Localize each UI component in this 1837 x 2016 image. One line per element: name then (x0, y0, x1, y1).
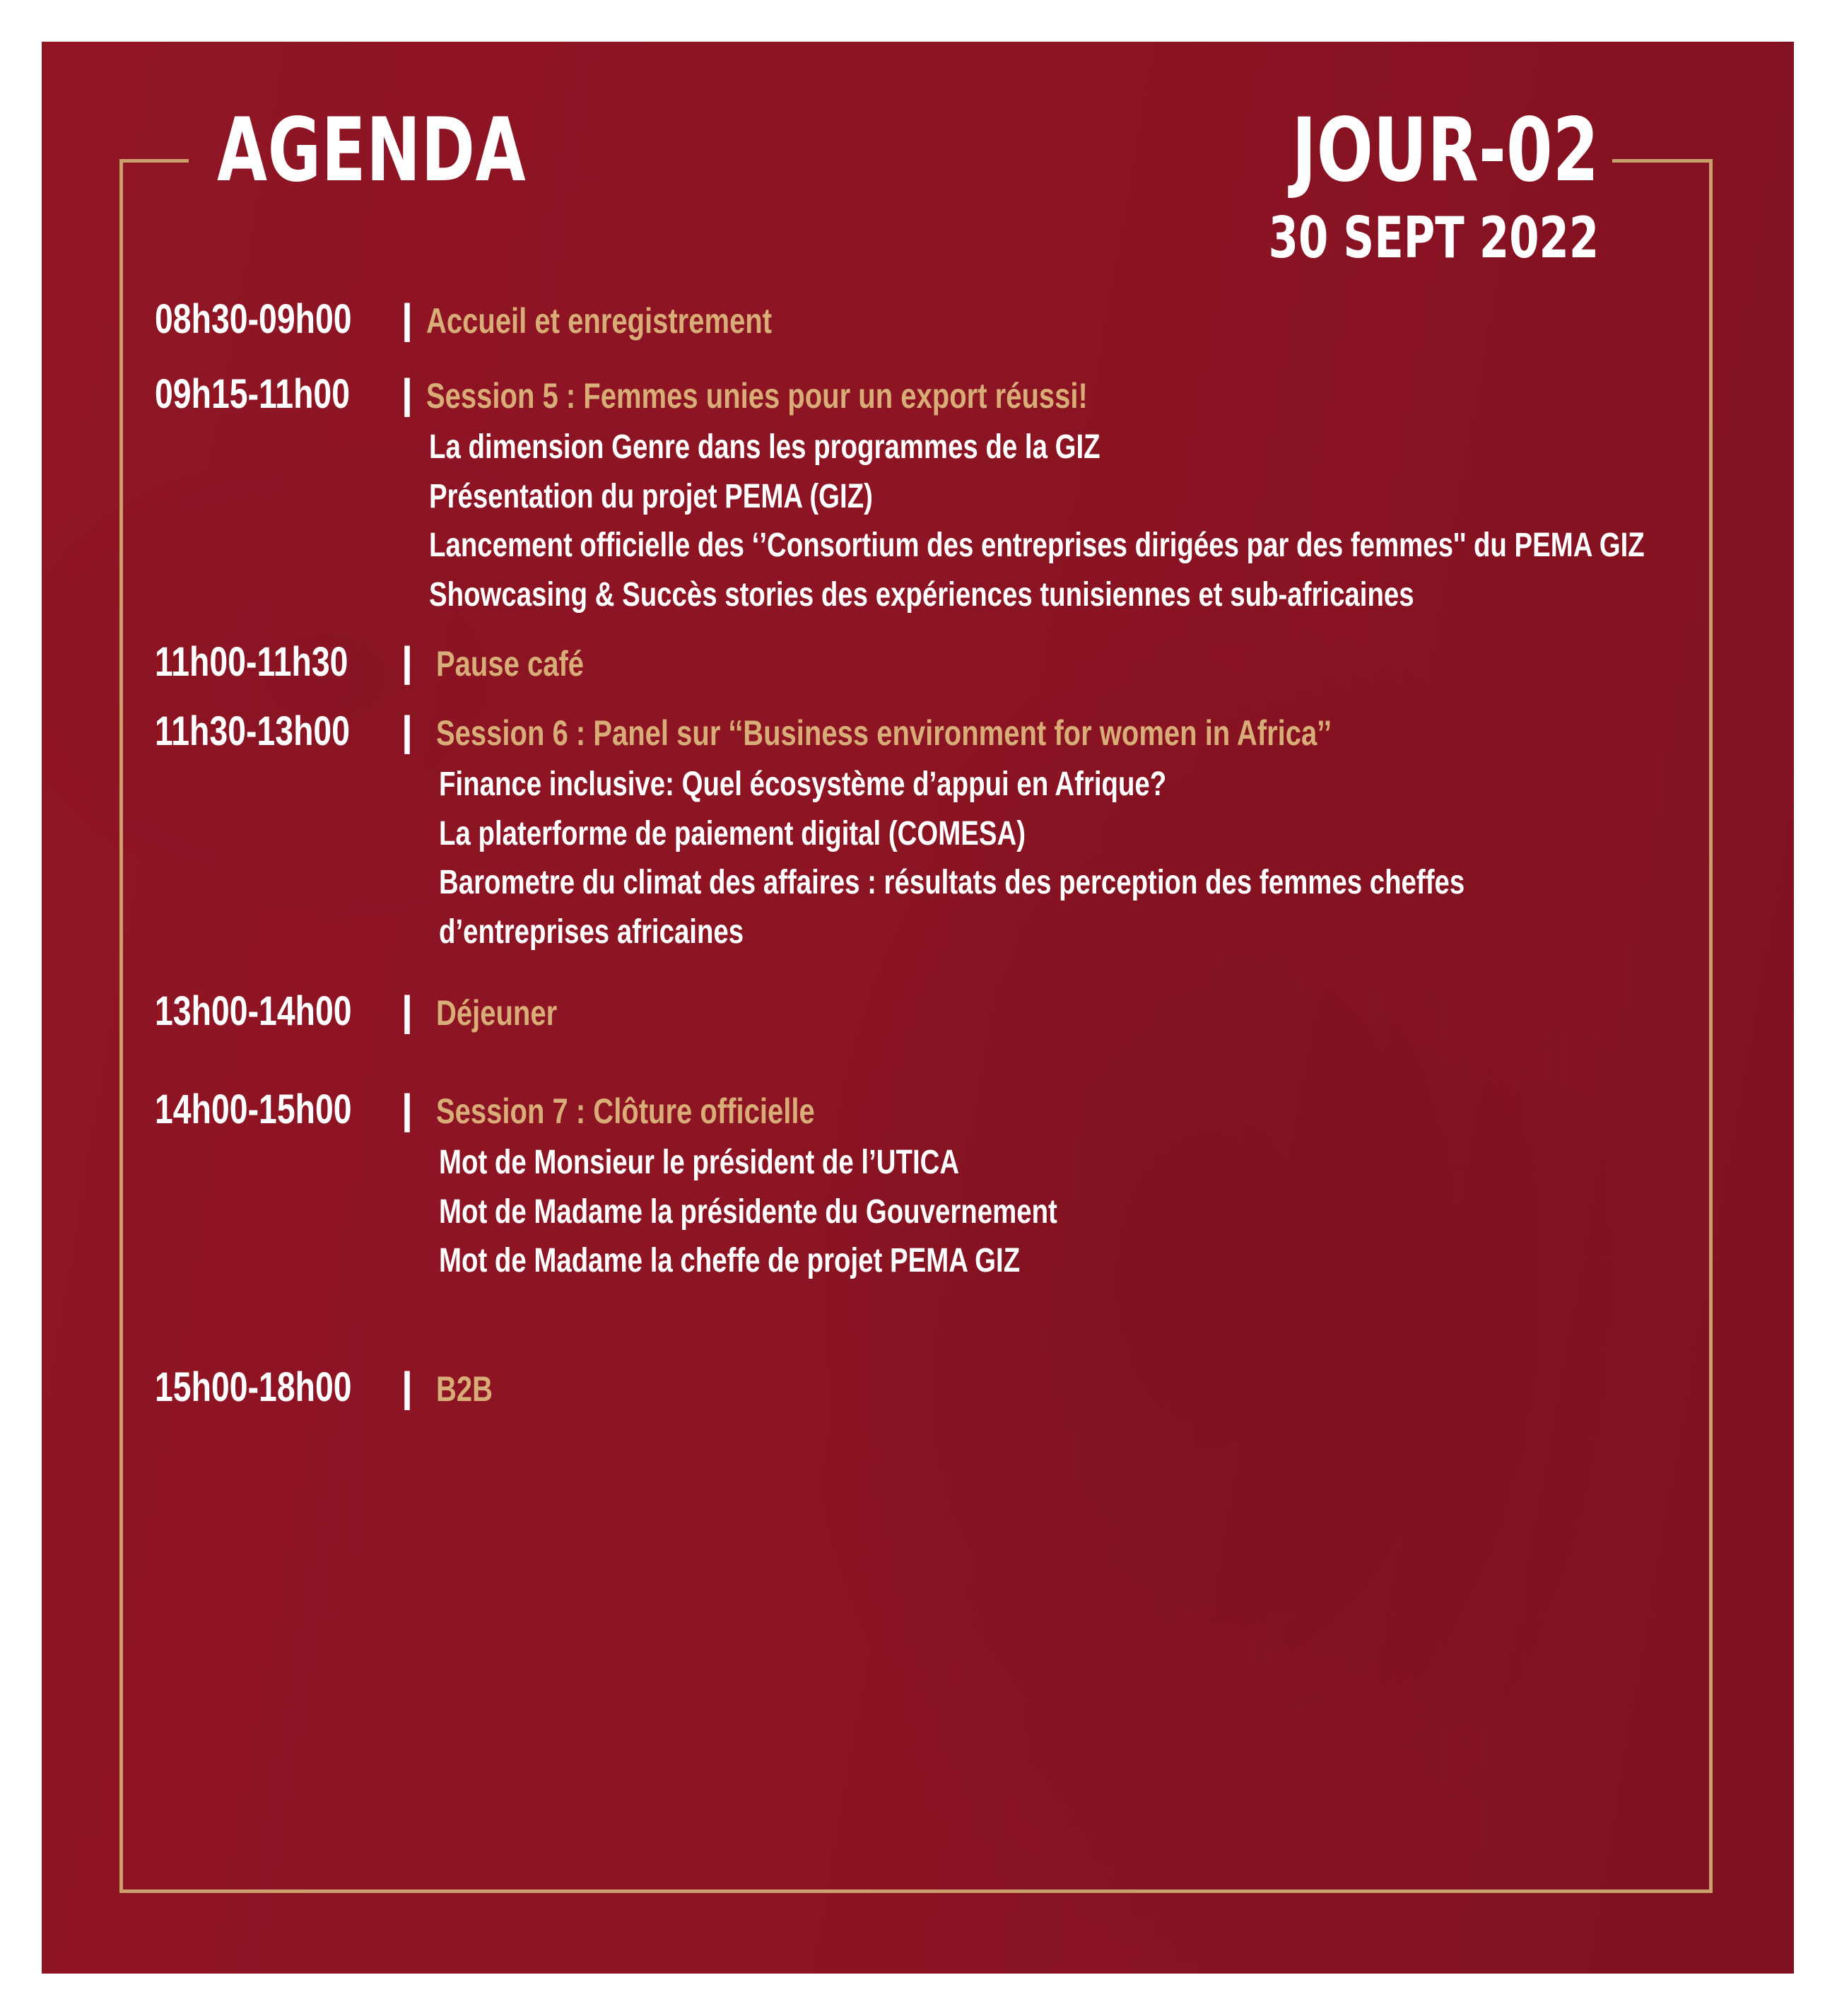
entry-separator: | (401, 639, 413, 685)
agenda-entry (155, 989, 1696, 1036)
list-item: Présentation du projet PEMA (GIZ) (429, 477, 873, 515)
entry-time: 13h00-14h00 (155, 988, 352, 1034)
entry-time: 11h30-13h00 (155, 708, 351, 754)
entry-separator: | (401, 988, 413, 1034)
frame-right-line (1709, 159, 1713, 1893)
agenda-entry-header (155, 989, 1696, 1036)
entry-title: Accueil et enregistrement (426, 301, 773, 341)
day-title: JOUR-02 (1291, 100, 1599, 201)
list-item: Mot de Madame la présidente du Gouvernement (439, 1192, 1057, 1231)
agenda-entry-header (155, 709, 1696, 756)
entry-title: Pause café (436, 644, 585, 684)
entry-separator: | (401, 1086, 413, 1132)
list-item: d’entreprises africaines (439, 913, 744, 951)
agenda-entry-header (155, 297, 1696, 344)
list-item: Lancement officielle des ‘’Consortium des entreprises dirigées par des femmes'' du PEMA GIZ (429, 527, 1645, 564)
agenda-entry (155, 297, 1696, 344)
list-item: La dimension Genre dans les programmes de la GIZ (429, 428, 1101, 466)
entry-time: 09h15-11h00 (155, 371, 351, 417)
entry-title: Session 6 : Panel sur ‘‘Business environment for women in Africa’’ (436, 713, 1332, 753)
entry-items (439, 1138, 1696, 1286)
agenda-entry-header (155, 640, 1696, 686)
frame-left-line (119, 159, 123, 1893)
entry-time: 08h30-09h00 (155, 296, 352, 342)
entry-items (429, 423, 1696, 619)
entry-items (439, 760, 1696, 956)
agenda-entry (155, 1365, 1696, 1412)
entry-title: Session 7 : Clôture officielle (436, 1091, 815, 1131)
agenda-entry (155, 1087, 1696, 1286)
agenda-entry-header (155, 1365, 1696, 1412)
agenda-entry (155, 640, 1696, 686)
entry-time: 14h00-15h00 (155, 1086, 352, 1132)
agenda-title: AGENDA (217, 100, 527, 201)
entry-separator: | (401, 708, 413, 754)
agenda-entry (155, 709, 1696, 956)
list-item: Showcasing & Succès stories des expériences tunisiennes et sub-africaines (429, 575, 1414, 614)
entry-title: B2B (436, 1369, 493, 1409)
entry-time: 11h00-11h30 (155, 639, 348, 685)
entry-title: Déjeuner (436, 993, 558, 1033)
entry-separator: | (401, 1364, 413, 1410)
agenda-poster (42, 42, 1794, 1974)
list-item: La platerforme de paiement digital (COMESA) (439, 814, 1026, 852)
agenda-entry-header (155, 1087, 1696, 1134)
agenda-entry (155, 372, 1696, 619)
agenda-entry-header (155, 372, 1696, 418)
entry-separator: | (401, 296, 413, 342)
list-item: Mot de Madame la cheffe de projet PEMA GIZ (439, 1242, 1021, 1279)
entry-title: Session 5 : Femmes unies pour un export réussi! (426, 376, 1088, 416)
agenda-list (155, 42, 1696, 1974)
event-date: 30 SEPT 2022 (1268, 205, 1599, 271)
list-item: Mot de Monsieur le président de l’UTICA (439, 1144, 960, 1181)
list-item: Barometre du climat des affaires : résultats des perception des femmes cheffes (439, 864, 1465, 901)
entry-time: 15h00-18h00 (155, 1364, 352, 1410)
entry-separator: | (401, 371, 413, 417)
list-item: Finance inclusive: Quel écosystème d’appui en Afrique? (439, 766, 1167, 803)
